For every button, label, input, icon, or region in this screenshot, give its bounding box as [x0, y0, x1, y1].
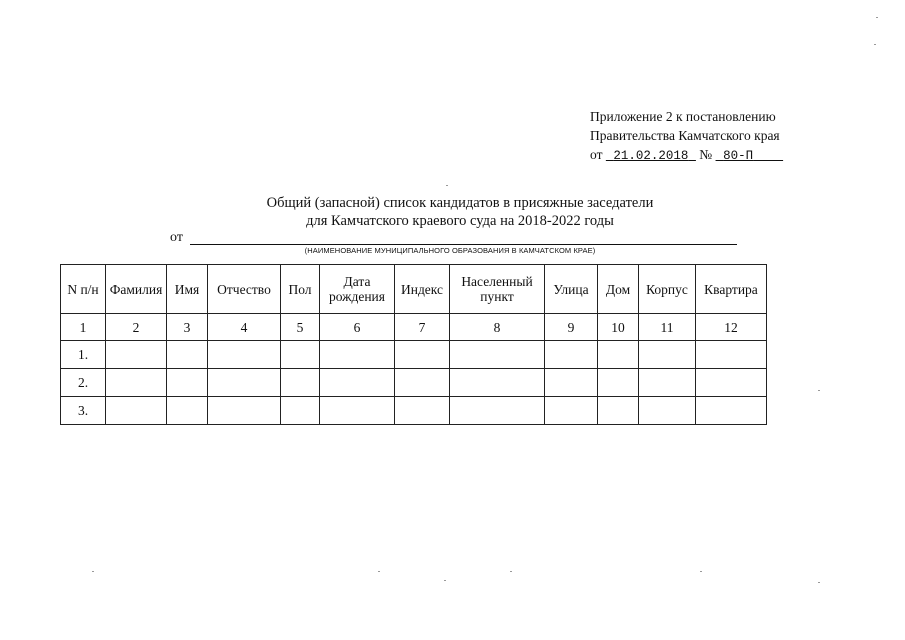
decree-number: 80-П [723, 149, 754, 163]
table-row [61, 397, 767, 425]
scan-speck [510, 571, 512, 572]
empty-cell [320, 369, 395, 397]
empty-cell [545, 341, 598, 369]
col-header: Индекс [395, 265, 450, 314]
empty-cell [639, 341, 696, 369]
table-header-row [61, 265, 767, 314]
col-header: Пол [281, 265, 320, 314]
scan-speck [92, 571, 94, 572]
empty-cell [320, 341, 395, 369]
document-title [220, 194, 700, 230]
empty-cell [598, 397, 639, 425]
row-number-cell: 2. [61, 369, 106, 397]
empty-cell [598, 341, 639, 369]
candidates-table [60, 264, 767, 425]
col-number: 5 [281, 314, 320, 341]
empty-cell [639, 369, 696, 397]
date-prefix: от [590, 147, 603, 162]
title-line-2: для Камчатского краевого суда на 2018-2022 годы [306, 213, 614, 229]
empty-cell [545, 397, 598, 425]
empty-cell [320, 397, 395, 425]
col-header: Корпус [639, 265, 696, 314]
table-row [61, 369, 767, 397]
col-number: 8 [450, 314, 545, 341]
col-number: 4 [208, 314, 281, 341]
appendix-line-1: Приложение 2 к постановлению [590, 109, 776, 124]
col-header: N п/н [61, 265, 106, 314]
empty-cell [696, 369, 767, 397]
empty-cell [696, 341, 767, 369]
empty-cell [598, 369, 639, 397]
empty-cell [106, 397, 167, 425]
appendix-header [590, 107, 830, 166]
scan-speck [378, 571, 380, 572]
col-number: 10 [598, 314, 639, 341]
empty-cell [696, 397, 767, 425]
col-header: Квартира [696, 265, 767, 314]
empty-cell [281, 369, 320, 397]
empty-cell [395, 341, 450, 369]
empty-cell [167, 341, 208, 369]
col-number: 6 [320, 314, 395, 341]
empty-cell [208, 369, 281, 397]
empty-cell [450, 397, 545, 425]
col-number: 9 [545, 314, 598, 341]
empty-cell [281, 341, 320, 369]
table-row [61, 341, 767, 369]
empty-cell [395, 397, 450, 425]
col-number: 3 [167, 314, 208, 341]
col-number: 7 [395, 314, 450, 341]
col-number: 1 [61, 314, 106, 341]
scan-speck [700, 571, 702, 572]
empty-cell [106, 341, 167, 369]
column-number-row [61, 314, 767, 341]
municipality-caption: (НАИМЕНОВАНИЕ МУНИЦИПАЛЬНОГО ОБРАЗОВАНИЯ В КАМЧАТСКОМ КРАЕ) [304, 246, 596, 255]
col-header: Фамилия [106, 265, 167, 314]
col-header: Улица [545, 265, 598, 314]
scan-speck [446, 185, 448, 186]
empty-cell [208, 341, 281, 369]
col-number: 12 [696, 314, 767, 341]
number-prefix: № [699, 147, 713, 162]
appendix-line-2: Правительства Камчатского края [590, 128, 780, 143]
empty-cell [281, 397, 320, 425]
col-number: 11 [639, 314, 696, 341]
col-header: Отчество [208, 265, 281, 314]
col-number: 2 [106, 314, 167, 341]
decree-date: 21.02.2018 [613, 149, 689, 163]
empty-cell [395, 369, 450, 397]
scan-speck [818, 390, 820, 391]
empty-cell [106, 369, 167, 397]
scan-speck [874, 44, 876, 45]
empty-cell [450, 341, 545, 369]
row-number-cell: 1. [61, 341, 106, 369]
col-header: Населенный пункт [450, 265, 545, 314]
title-line-1: Общий (запасной) список кандидатов в присяжные заседатели [266, 195, 654, 211]
scan-speck [876, 17, 878, 18]
from-label: от [170, 230, 183, 245]
row-number-cell: 3. [61, 397, 106, 425]
empty-cell [639, 397, 696, 425]
empty-cell [450, 369, 545, 397]
empty-cell [545, 369, 598, 397]
empty-cell [167, 369, 208, 397]
col-header: Имя [167, 265, 208, 314]
scan-speck [444, 580, 446, 581]
appendix-date-line [590, 145, 830, 166]
empty-cell [167, 397, 208, 425]
municipality-blank-line [190, 244, 737, 245]
col-header: Дом [598, 265, 639, 314]
empty-cell [208, 397, 281, 425]
scan-speck [818, 582, 820, 583]
col-header: Дата рождения [320, 265, 395, 314]
